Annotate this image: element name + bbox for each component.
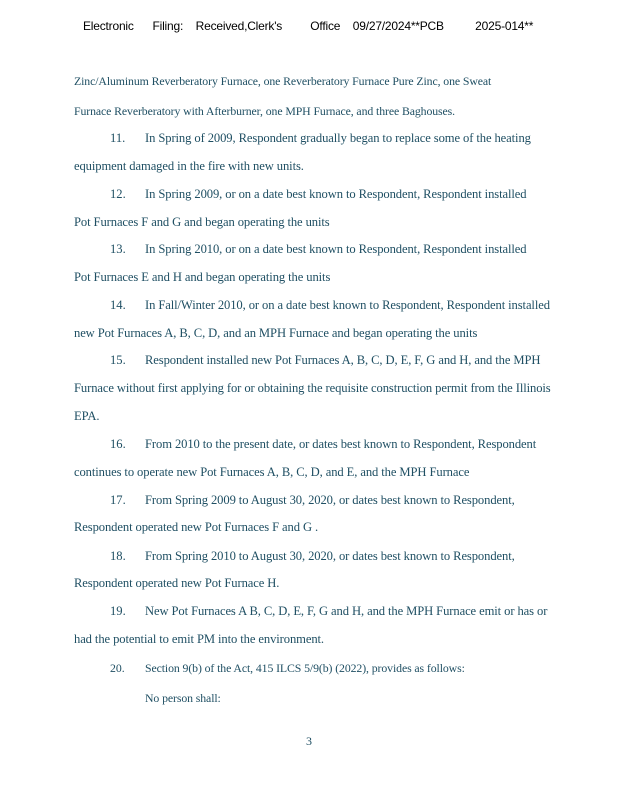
paragraph-text: had the potential to emit PM into the environment. — [74, 632, 324, 646]
paragraph-text: Pot Furnaces F and G and began operating the units — [74, 215, 330, 229]
paragraph-text: continues to operate new Pot Furnaces A, B, C, D, and E, and the MPH Furnace — [74, 465, 470, 479]
paragraph-number: 13. — [110, 242, 126, 256]
paragraph-number: 20. — [110, 661, 125, 675]
paragraph-text: From Spring 2009 to August 30, 2020, or dates best known to Respondent, — [145, 493, 515, 507]
filing-stamp-header: Electronic Filing: Received,Clerk's Office 09/27/2024**PCB 2025-014** — [83, 19, 534, 33]
paragraph-text: new Pot Furnaces A, B, C, D, and an MPH Furnace and began operating the units — [74, 326, 478, 340]
paragraph-text: Pot Furnaces E and H and began operating the units — [74, 270, 331, 284]
paragraph-text: Furnace without first applying for or obtaining the requisite construction permit from the Illinois — [74, 381, 551, 395]
paragraph-text: Respondent installed new Pot Furnaces A, B, C, D, E, F, G and H, and the MPH — [145, 353, 541, 367]
paragraph-text: From 2010 to the present date, or dates best known to Respondent, Respondent — [145, 437, 537, 451]
paragraph-text: EPA. — [74, 409, 100, 423]
paragraph-number: 17. — [110, 493, 126, 507]
paragraph-text: equipment damaged in the fire with new units. — [74, 159, 304, 173]
paragraph-text: In Spring 2010, or on a date best known to Respondent, Respondent installed — [145, 242, 527, 256]
paragraph-number: 18. — [110, 549, 126, 563]
paragraph-text: New Pot Furnaces A B, C, D, E, F, G and H, and the MPH Furnace emit or has or — [145, 604, 548, 618]
paragraph-text: Respondent operated new Pot Furnaces F and G . — [74, 520, 319, 534]
paragraph-number: 19. — [110, 604, 126, 618]
body-line: Furnace Reverberatory with Afterburner, one MPH Furnace, and three Baghouses. — [74, 104, 456, 118]
paragraph-text: Section 9(b) of the Act, 415 ILCS 5/9(b) (2022), provides as follows: — [145, 661, 465, 675]
paragraph-number: 11. — [110, 131, 126, 145]
quoted-text: No person shall: — [145, 691, 221, 705]
body-line: Zinc/Aluminum Reverberatory Furnace, one Reverberatory Furnace Pure Zinc, one Sweat — [74, 74, 492, 88]
paragraph-number: 15. — [110, 353, 126, 367]
paragraph-number: 14. — [110, 298, 126, 312]
paragraph-text: From Spring 2010 to August 30, 2020, or dates best known to Respondent, — [145, 549, 515, 563]
page-number: 3 — [306, 734, 312, 748]
paragraph-text: In Spring 2009, or on a date best known to Respondent, Respondent installed — [145, 187, 527, 201]
paragraph-number: 12. — [110, 187, 126, 201]
paragraph-text: In Spring of 2009, Respondent gradually began to replace some of the heating — [145, 131, 531, 145]
paragraph-text: Respondent operated new Pot Furnace H. — [74, 576, 280, 590]
paragraph-number: 16. — [110, 437, 126, 451]
paragraph-text: In Fall/Winter 2010, or on a date best known to Respondent, Respondent installed — [145, 298, 550, 312]
